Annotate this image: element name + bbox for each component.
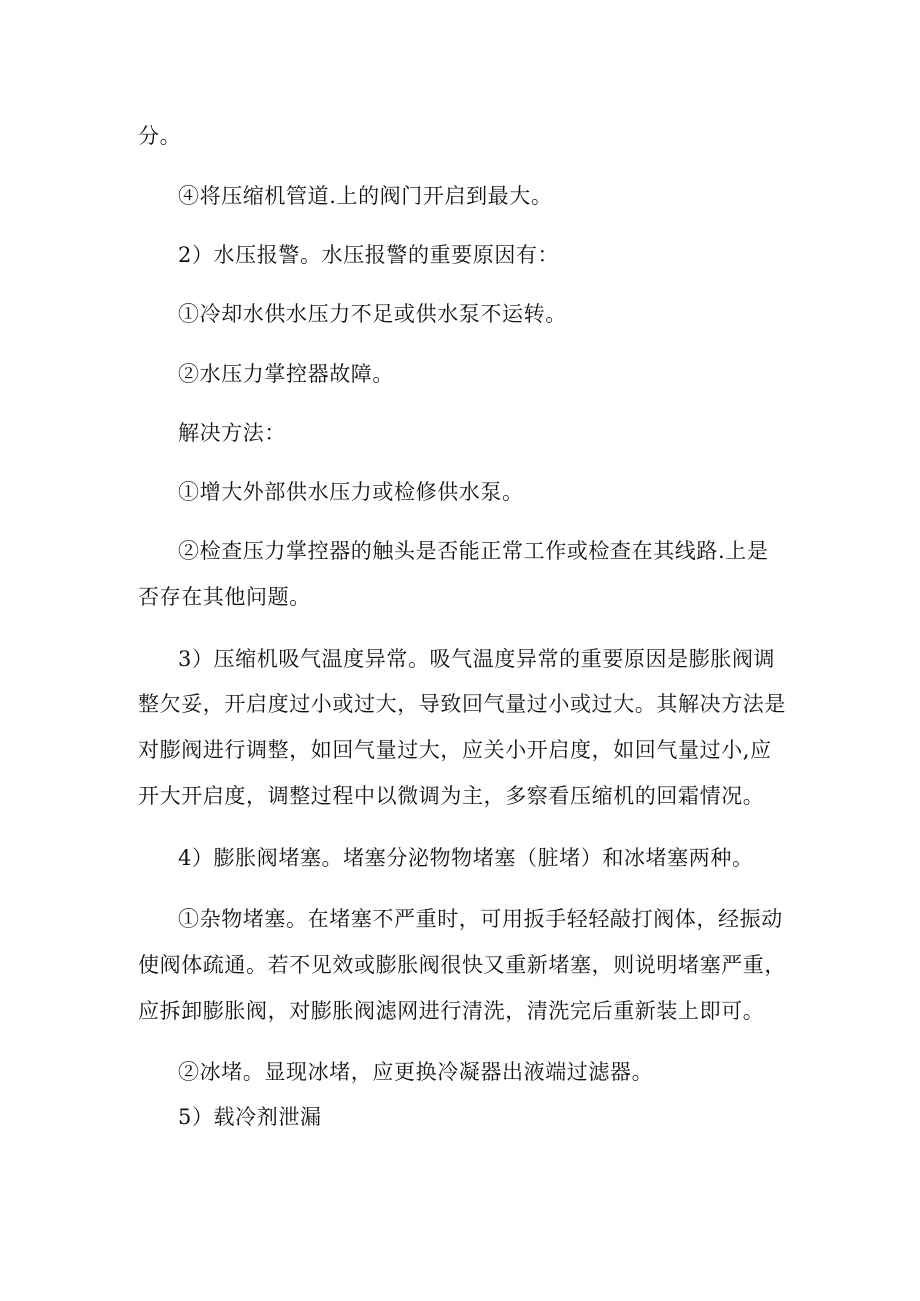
paragraph-line: 4）膨胀阀堵塞。堵塞分泌物物堵塞（脏堵）和冰堵塞两种。: [178, 846, 754, 870]
paragraph-line: 2）水压报警。水压报警的重要原因有：: [178, 243, 560, 267]
paragraph-line: 5）载冷剂泄漏: [178, 1105, 322, 1129]
paragraph-line: 解决方法：: [178, 421, 286, 445]
paragraph-line: 应拆卸膨胀阀，对膨胀阀滤网进行清洗，清洗完后重新装上即可。: [138, 999, 765, 1023]
paragraph-line: 否存在其他问题。: [138, 585, 311, 609]
paragraph-line: 对膨阀进行调整，如回气量过大，应关小开启度，如回气量过小,应: [138, 738, 772, 762]
paragraph-line: ④将压缩机管道.上的阀门开启到最大。: [178, 184, 553, 208]
paragraph-line: 使阀体疏通。若不见效或膨胀阀很快又重新堵塞，则说明堵塞严重，: [138, 953, 786, 977]
paragraph-line: 分。: [138, 124, 182, 148]
paragraph-line: ②冰堵。显现冰堵，应更换冷凝器出液端过滤器。: [178, 1060, 654, 1084]
paragraph-line: ②检查压力掌控器的触头是否能正常工作或检查在其线路.上是: [178, 539, 769, 563]
paragraph-line: 3）压缩机吸气温度异常。吸气温度异常的重要原因是膨胀阀调: [178, 647, 776, 671]
paragraph-line: ①增大外部供水压力或检修供水泵。: [178, 480, 524, 504]
paragraph-line: ①杂物堵塞。在堵塞不严重时，可用扳手轻轻敲打阀体，经振动: [178, 907, 783, 931]
paragraph-line: 开大开启度，调整过程中以微调为主，多察看压缩机的回霜情况。: [138, 784, 765, 808]
paragraph-line: ①冷却水供水压力不足或供水泵不运转。: [178, 302, 567, 326]
paragraph-line: 整欠妥，开启度过小或过大，导致回气量过小或过大。其解决方法是: [138, 692, 786, 716]
paragraph-line: ②水压力掌控器故障。: [178, 362, 394, 386]
